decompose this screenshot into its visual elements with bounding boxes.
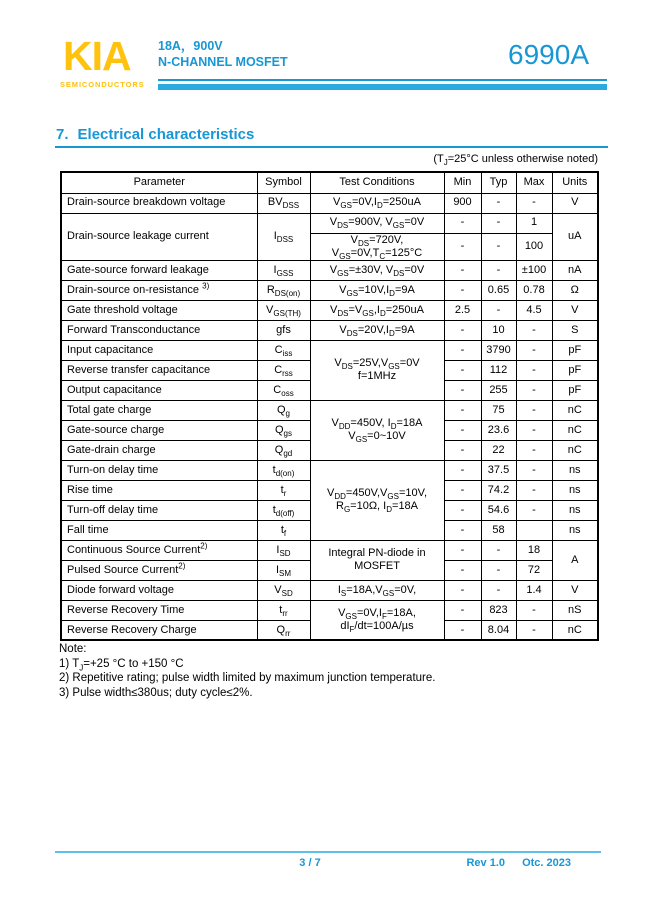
parameter-cell: Reverse Recovery Time xyxy=(61,600,257,620)
parameter-cell: Gate-source charge xyxy=(61,420,257,440)
value-cell: V xyxy=(552,193,598,213)
value-cell: 823 xyxy=(481,600,516,620)
parameter-cell: Fall time xyxy=(61,520,257,540)
value-cell: 4.5 xyxy=(516,300,552,320)
value-cell: 255 xyxy=(481,380,516,400)
value-cell: - xyxy=(444,580,481,600)
value-cell: ns xyxy=(552,520,598,540)
value-cell: S xyxy=(552,320,598,340)
column-header-max: Max xyxy=(516,172,552,193)
table-row xyxy=(61,320,598,340)
value-cell: - xyxy=(444,280,481,300)
value-cell: nA xyxy=(552,260,598,280)
section-number: 7. xyxy=(56,126,69,143)
value-cell: $Q_{rr}$ xyxy=(257,620,310,640)
value-cell: $V_{DS}=720V$, $V_{GS}=0V,T_C=125^\circ C$ xyxy=(310,233,444,260)
value-cell: - xyxy=(444,420,481,440)
value-cell: 72 xyxy=(516,560,552,580)
value-cell: nC xyxy=(552,420,598,440)
parameter-cell: Forward Transconductance xyxy=(61,320,257,340)
value-cell: 900 xyxy=(444,193,481,213)
table-row xyxy=(61,400,598,420)
table-body xyxy=(61,193,598,640)
value-cell xyxy=(516,520,552,540)
electrical-characteristics-table xyxy=(60,171,599,641)
note-item-1: 1) $T_J=+25$ °C to +150 °C xyxy=(59,657,184,672)
value-cell: $V_{DS}=900V$, $V_{GS}=0V$ xyxy=(310,213,444,233)
value-cell: $t_{d(off)}$ xyxy=(257,500,310,520)
value-cell: - xyxy=(481,260,516,280)
table-row xyxy=(61,460,598,480)
value-cell: - xyxy=(481,560,516,580)
value-cell: $I_{GSS}$ xyxy=(257,260,310,280)
value-cell: - xyxy=(516,320,552,340)
value-cell: $V_{DS}=20V,I_D=9A$ xyxy=(310,320,444,340)
parameter-cell: Turn-on delay time xyxy=(61,460,257,480)
revision-label: Rev 1.0 xyxy=(466,857,506,869)
value-cell: $C_{rss}$ xyxy=(257,360,310,380)
value-cell: $t_{d(on)}$ xyxy=(257,460,310,480)
value-cell: - xyxy=(516,193,552,213)
parameter-cell: Continuous Source Current$^{2)}$ xyxy=(61,540,257,560)
section-title xyxy=(56,126,254,143)
value-cell: V xyxy=(552,300,598,320)
value-cell: $V_{DS}=25V,V_{GS}=0V$ f=1MHz xyxy=(310,340,444,400)
value-cell: - xyxy=(444,380,481,400)
value-cell: $I_{SD}$ xyxy=(257,540,310,560)
table-row xyxy=(61,600,598,620)
value-cell: V xyxy=(552,580,598,600)
logo-subtext: SEMICONDUCTORS xyxy=(60,80,145,89)
value-cell: nS xyxy=(552,600,598,620)
table-row xyxy=(61,193,598,213)
value-cell: 37.5 xyxy=(481,460,516,480)
value-cell: - xyxy=(481,540,516,560)
value-cell: 22 xyxy=(481,440,516,460)
value-cell: $I_{DSS}$ xyxy=(257,213,310,260)
value-cell: $t_f$ xyxy=(257,520,310,540)
value-cell: - xyxy=(481,213,516,233)
parameter-cell: Output capacitance xyxy=(61,380,257,400)
value-cell: - xyxy=(444,400,481,420)
value-cell: $Q_g$ xyxy=(257,400,310,420)
section-title-underline xyxy=(55,146,608,148)
value-cell: 0.78 xyxy=(516,280,552,300)
table-row xyxy=(61,280,598,300)
value-cell: 58 xyxy=(481,520,516,540)
parameter-cell: Reverse Recovery Charge xyxy=(61,620,257,640)
value-cell: - xyxy=(481,233,516,260)
value-cell: ns xyxy=(552,480,598,500)
value-cell: $Q_{gd}$ xyxy=(257,440,310,460)
value-cell: - xyxy=(516,420,552,440)
value-cell: - xyxy=(444,520,481,540)
footer-rule xyxy=(55,851,601,853)
value-cell: - xyxy=(444,320,481,340)
value-cell: ±100 xyxy=(516,260,552,280)
value-cell: $C_{oss}$ xyxy=(257,380,310,400)
table-row xyxy=(61,213,598,233)
value-cell: $BV_{DSS}$ xyxy=(257,193,310,213)
parameter-cell: Gate-source forward leakage xyxy=(61,260,257,280)
page-number: 3 / 7 xyxy=(299,857,321,869)
value-cell: 2.5 xyxy=(444,300,481,320)
value-cell: - xyxy=(444,213,481,233)
value-cell: - xyxy=(516,380,552,400)
note-item-3: 3) Pulse width≤380us; duty cycle≤2%. xyxy=(59,686,253,699)
value-cell: - xyxy=(481,300,516,320)
value-cell: $V_{GS}=10V,I_D=9A$ xyxy=(310,280,444,300)
value-cell: - xyxy=(516,480,552,500)
value-cell: A xyxy=(552,540,598,580)
table-row xyxy=(61,540,598,560)
table-row xyxy=(61,580,598,600)
notes-block xyxy=(59,642,435,700)
value-cell: - xyxy=(444,360,481,380)
value-cell: $I_S=18A,V_{GS}=0V$, xyxy=(310,580,444,600)
value-cell: - xyxy=(444,260,481,280)
product-info xyxy=(158,38,288,70)
value-cell: - xyxy=(444,340,481,360)
value-cell: pF xyxy=(552,380,598,400)
parameter-cell: Reverse transfer capacitance xyxy=(61,360,257,380)
value-cell: $t_r$ xyxy=(257,480,310,500)
parameter-cell: Total gate charge xyxy=(61,400,257,420)
value-cell: gfs xyxy=(257,320,310,340)
value-cell: nC xyxy=(552,400,598,420)
header-rule-thin xyxy=(158,79,607,81)
value-cell: 100 xyxy=(516,233,552,260)
value-cell: - xyxy=(444,560,481,580)
value-cell: 74.2 xyxy=(481,480,516,500)
note-item-2: 2) Repetitive rating; pulse width limited by maximum junction temperature. xyxy=(59,672,436,684)
value-cell: 10 xyxy=(481,320,516,340)
value-cell: $V_{DD}=450V,V_{GS}=10V$, $R_G=10\Omega$, $I_D=18A$ xyxy=(310,460,444,540)
parameter-cell: Drain-source on-resistance $^{3)}$ xyxy=(61,280,257,300)
value-cell: $I_{SM}$ xyxy=(257,560,310,580)
parameter-cell: Gate threshold voltage xyxy=(61,300,257,320)
value-cell: - xyxy=(516,500,552,520)
value-cell: $V_{GS}=0V,I_F=18A$, $dI_F/dt=100A/\mu s$ xyxy=(310,600,444,640)
kia-logo: KIA xyxy=(63,33,131,79)
value-cell: 112 xyxy=(481,360,516,380)
value-cell: - xyxy=(444,620,481,640)
value-cell: - xyxy=(516,440,552,460)
value-cell: 54.6 xyxy=(481,500,516,520)
revision-info xyxy=(466,857,571,869)
column-header-units: Units xyxy=(552,172,598,193)
value-cell: $V_{GS(TH)}$ xyxy=(257,300,310,320)
value-cell: 1 xyxy=(516,213,552,233)
parameter-cell: Gate-drain charge xyxy=(61,440,257,460)
notes-title: Note: xyxy=(59,643,87,655)
column-header-parameter: Parameter xyxy=(61,172,257,193)
value-cell: nC xyxy=(552,620,598,640)
value-cell: 8.04 xyxy=(481,620,516,640)
parameter-cell: Drain-source leakage current xyxy=(61,213,257,260)
header-rule-thick xyxy=(158,84,607,90)
table-header-row xyxy=(61,172,598,193)
value-cell: ns xyxy=(552,460,598,480)
value-cell: - xyxy=(444,480,481,500)
value-cell: $Q_{gs}$ xyxy=(257,420,310,440)
value-cell: - xyxy=(481,580,516,600)
value-cell: - xyxy=(481,193,516,213)
value-cell: - xyxy=(516,620,552,640)
value-cell: $V_{GS}=0V,I_D=250uA$ xyxy=(310,193,444,213)
value-cell: ns xyxy=(552,500,598,520)
value-cell: - xyxy=(444,600,481,620)
value-cell: - xyxy=(444,440,481,460)
value-cell: 18 xyxy=(516,540,552,560)
value-cell: - xyxy=(444,233,481,260)
value-cell: 0.65 xyxy=(481,280,516,300)
value-cell: - xyxy=(516,460,552,480)
value-cell: $t_{rr}$ xyxy=(257,600,310,620)
parameter-cell: Rise time xyxy=(61,480,257,500)
value-cell: $V_{DD}=450V$, $I_D=18A$ $V_{GS}=0\sim 10V$ xyxy=(310,400,444,460)
value-cell: $V_{SD}$ xyxy=(257,580,310,600)
product-rating: 18A，900V xyxy=(158,39,223,53)
value-cell: - xyxy=(444,500,481,520)
column-header-test-conditions: Test Conditions xyxy=(310,172,444,193)
value-cell: Ω xyxy=(552,280,598,300)
value-cell: - xyxy=(516,600,552,620)
parameter-cell: Pulsed Source Current$^{2)}$ xyxy=(61,560,257,580)
value-cell: 75 xyxy=(481,400,516,420)
product-type: N-CHANNEL MOSFET xyxy=(158,55,288,69)
value-cell: - xyxy=(516,360,552,380)
table-row xyxy=(61,300,598,320)
value-cell: nC xyxy=(552,440,598,460)
value-cell: $C_{iss}$ xyxy=(257,340,310,360)
parameter-cell: Drain-source breakdown voltage xyxy=(61,193,257,213)
value-cell: Integral PN-diode in MOSFET xyxy=(310,540,444,580)
parameter-cell: Diode forward voltage xyxy=(61,580,257,600)
value-cell: 3790 xyxy=(481,340,516,360)
value-cell: - xyxy=(444,540,481,560)
value-cell: $V_{GS}=\pm 30V$, $V_{DS}=0V$ xyxy=(310,260,444,280)
value-cell: 1.4 xyxy=(516,580,552,600)
parameter-cell: Turn-off delay time xyxy=(61,500,257,520)
column-header-min: Min xyxy=(444,172,481,193)
value-cell: - xyxy=(516,400,552,420)
value-cell: pF xyxy=(552,340,598,360)
table-row xyxy=(61,340,598,360)
value-cell: $R_{DS(on)}$ xyxy=(257,280,310,300)
table-row xyxy=(61,260,598,280)
column-header-typ: Typ xyxy=(481,172,516,193)
value-cell: - xyxy=(516,340,552,360)
value-cell: $V_{DS}=V_{GS},I_D=250uA$ xyxy=(310,300,444,320)
part-number: 6990A xyxy=(508,39,589,70)
value-cell: pF xyxy=(552,360,598,380)
parameter-cell: Input capacitance xyxy=(61,340,257,360)
revision-date: Otc. 2023 xyxy=(522,857,571,869)
condition-note: ($T_J=25^\circ C$ unless otherwise noted) xyxy=(433,153,598,168)
section-label: Electrical characteristics xyxy=(77,126,255,143)
value-cell: - xyxy=(444,460,481,480)
value-cell: 23.6 xyxy=(481,420,516,440)
value-cell: uA xyxy=(552,213,598,260)
column-header-symbol: Symbol xyxy=(257,172,310,193)
